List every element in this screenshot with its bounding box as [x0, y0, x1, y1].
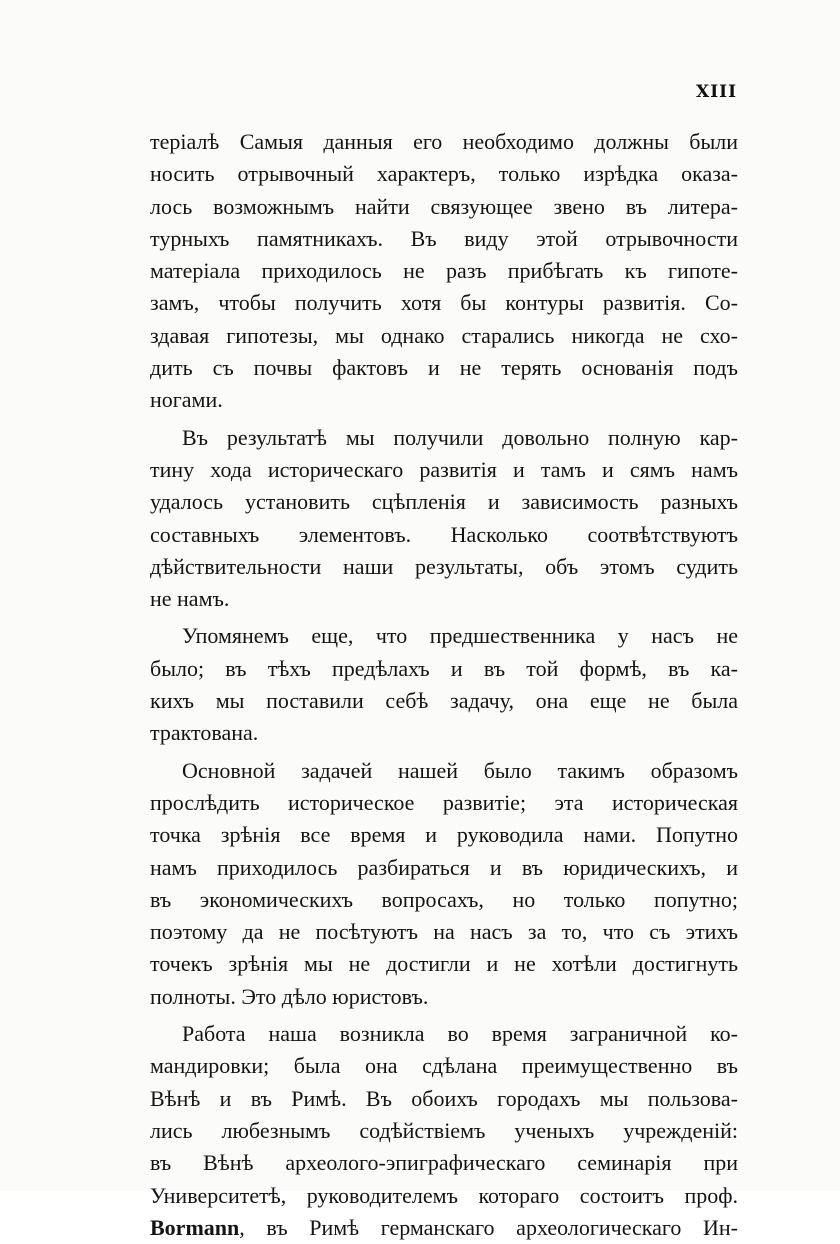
paragraph-3 — [150, 620, 738, 749]
text-line: лись любезнымъ содѣйствіемъ ученыхъ учрежденій: — [150, 1117, 738, 1143]
text-line: полноты. Это дѣло юристовъ. — [150, 983, 429, 1009]
text-line: мандировки; была она сдѣлана преимущественно въ — [150, 1053, 738, 1079]
text-line: намъ приходилось разбираться и въ юридическихъ, и — [150, 854, 738, 880]
text-line: дить съ почвы фактовъ и не терять основанія подъ — [150, 355, 738, 381]
text-line: составныхъ элементовъ. Насколько соотвѣтствуютъ — [150, 521, 738, 547]
text-line: было; въ тѣхъ предѣлахъ и въ той формѣ, въ ка- — [150, 655, 738, 681]
text-line: Упомянемъ еще, что предшественника у насъ не — [182, 623, 738, 649]
text-line: прослѣдить историческое развитіе; эта историческая — [150, 789, 738, 815]
text-line: точка зрѣнія все время и руководила нами. Попутно — [150, 822, 738, 848]
text-line: носить отрывочный характеръ, только изрѣдка оказа- — [150, 161, 738, 187]
text-line: не намъ. — [150, 586, 230, 612]
text-line: дѣйствительности наши результаты, объ этомъ судить — [150, 553, 738, 579]
text-line: турныхъ памятникахъ. Въ виду этой отрывочности — [150, 225, 738, 251]
text-line: здавая гипотезы, мы однако старались никогда не схо- — [150, 322, 738, 348]
text-line-rest: , въ Римѣ германскаго археологическаго Ин- — [239, 1214, 738, 1240]
paragraph-4 — [150, 755, 738, 1013]
body-text — [150, 126, 738, 1244]
text-line: Основной задачей нашей было такимъ образомъ — [182, 757, 738, 783]
text-line: Работа наша возникла во время заграничной ко- — [182, 1021, 738, 1047]
text-line: Университетѣ, руководителемъ котораго состоитъ проф. — [150, 1182, 738, 1208]
paragraph-2 — [150, 422, 738, 616]
text-line: точекъ зрѣнія мы не достигли и не хотѣли достигнуть — [150, 951, 738, 977]
text-line: въ экономическихъ вопросахъ, но только попутно; — [150, 886, 738, 912]
author-name: Bormann — [150, 1214, 240, 1240]
page-number: XIII — [696, 82, 738, 102]
text-line: лось возможнымъ найти связующее звено въ литера- — [150, 193, 738, 219]
text-line: поэтому да не посѣтуютъ на насъ за то, что съ этихъ — [150, 919, 738, 945]
text-line: теріалѣ Самыя данныя его необходимо должны были — [150, 129, 738, 154]
text-line: замъ, чтобы получить хотя бы контуры развитія. Со- — [150, 290, 738, 316]
text-line: удалось установить сцѣпленія и зависимость разныхъ — [150, 489, 738, 515]
text-line: ногами. — [150, 387, 223, 413]
text-line: матеріала приходилось не разъ прибѣгать къ гипоте- — [150, 258, 738, 284]
text-line: тину хода историческаго развитія и тамъ и сямъ намъ — [150, 456, 738, 482]
paragraph-1 — [150, 126, 738, 417]
text-line: трактована. — [150, 720, 259, 746]
paragraph-5 — [150, 1018, 738, 1244]
text-line: въ Вѣнѣ археолого-эпиграфическаго семинарія при — [150, 1150, 738, 1176]
text-line: кихъ мы поставили себѣ задачу, она еще не была — [150, 688, 738, 714]
text-line: Вѣнѣ и въ Римѣ. Въ обоихъ городахъ мы пользова- — [150, 1085, 738, 1111]
text-line — [150, 1212, 738, 1244]
text-line: Въ результатѣ мы получили довольно полную кар- — [182, 424, 738, 450]
